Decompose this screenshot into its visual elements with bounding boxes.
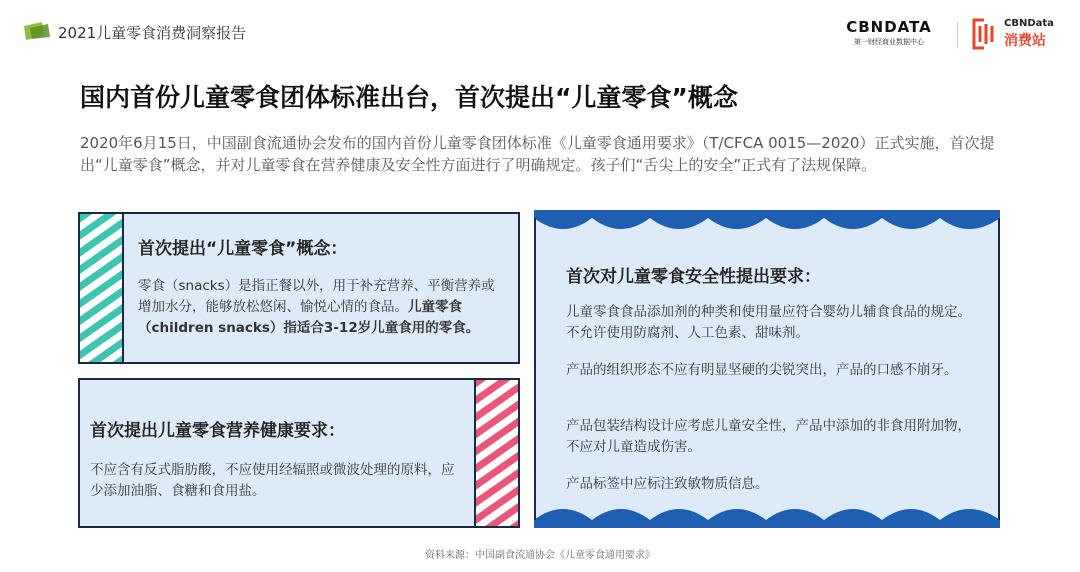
safety-paragraph-2: 产品的组织形态不应有明显坚硬的尖锐突出，产品的口感不崩牙。 [566,362,958,378]
safety-heading: 首次对儿童零食安全性提出要求： [566,267,821,287]
safety-box-right-border [998,218,1000,520]
nutrition-heading: 首次提出儿童零食营养健康要求： [90,421,345,441]
report-title: 2021儿童零食消费洞察报告 [58,24,247,42]
concept-heading: 首次提出“儿童零食”概念： [138,239,348,259]
brand-primary-sub: 第一财经商业数据中心 [854,38,924,46]
source-note: 资料来源：中国副食流通协会《儿童零食通用要求》 [425,550,655,561]
safety-box [534,210,1000,528]
concept-text-normal: 零食（snacks）是指正餐以外，用于补充营养、平衡营养或增加水分，能够放松悠闲、愉悦心情的食品。 [138,278,495,315]
safety-paragraph-1: 儿童零食食品添加剂的种类和使用量应符合婴幼儿辅食食品的规定。不允许使用防腐剂、人工色素、甜味剂。 [566,304,971,341]
teal-stripe-decoration [80,214,124,362]
concept-text-bold: 儿童零食（children snacks）指适合3-12岁儿童食用的零食。 [138,299,480,336]
safety-paragraph-4: 产品标签中应标注致敏物质信息。 [566,476,769,492]
nutrition-text: 不应含有反式脂肪酸，不应使用经辐照或微波处理的原料，应少添加油脂、食糖和食用盐。 [90,462,455,499]
brand-divider [957,22,958,48]
wave-border-top [534,210,1000,232]
cbndata-logo [834,18,944,47]
intro-paragraph: 2020年6月15日，中国副食流通协会发布的国内首份儿童零食团体标准《儿童零食通用要求》（T/CFCA 0015—2020）正式实施，首次提出“儿童零食”概念，并对儿童零食在营养健康及安全性方面进行了明确规定。孩子们“舌尖上的安全”正式有了法规保障。 [80,134,995,174]
nutrition-box [78,378,520,528]
page-title: 国内首份儿童零食团体标准出台，首次提出“儿童零食”概念 [80,83,738,112]
brand-primary: CBNDATA [846,18,932,36]
report-logo-icon [24,22,50,40]
safety-paragraph-3: 产品包装结构设计应考虑儿童安全性，产品中添加的非食用附加物，不应对儿童造成伤害。 [566,418,971,455]
brand-secondary-en: CBNData [1004,18,1054,29]
brand-secondary-cn: 消费站 [1004,33,1046,49]
safety-box-left-border [534,218,536,520]
wave-border-bottom [534,506,1000,528]
concept-text [138,276,508,339]
pink-stripe-decoration [474,380,518,526]
cbndata-consumer-brand [970,18,1054,50]
concept-box [78,212,520,364]
